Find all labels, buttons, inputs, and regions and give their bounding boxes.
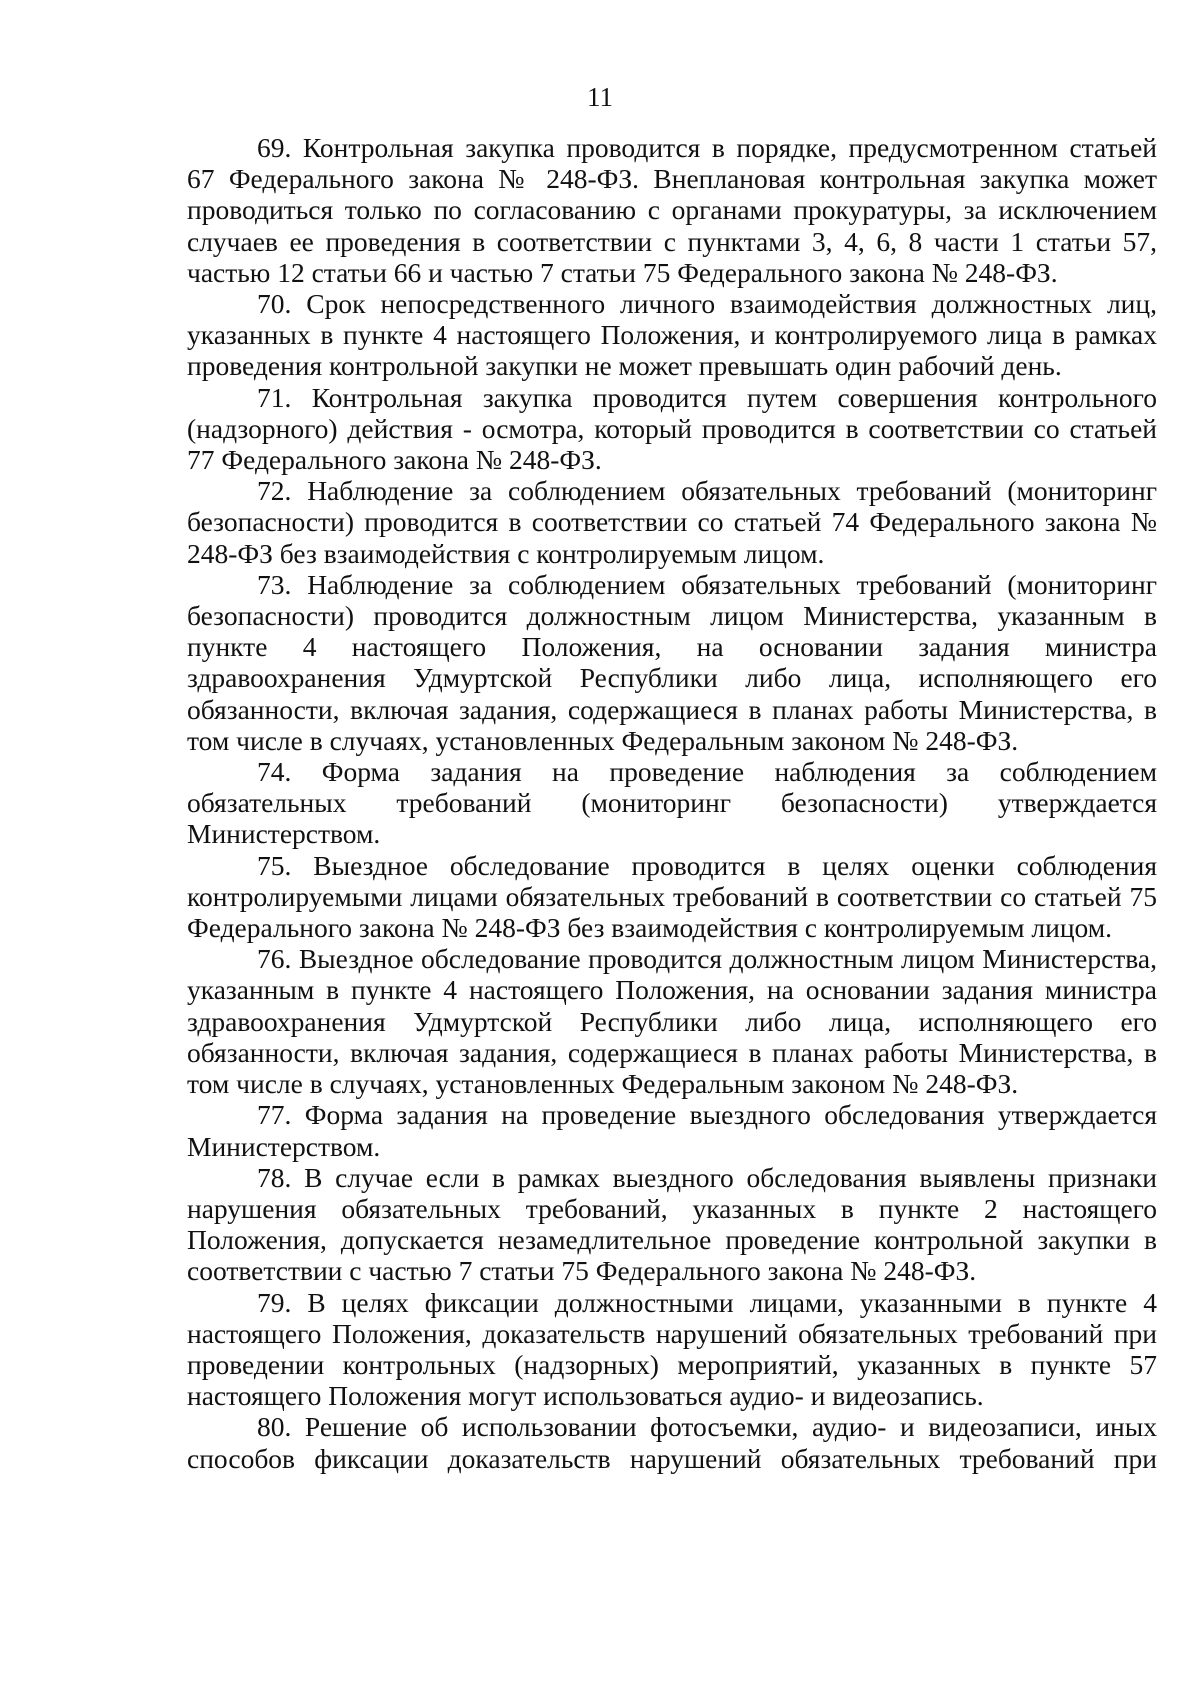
paragraph-78: 78. В случае если в рамках выездного обследования выявлены признаки нарушения обязательных требований, указанных в пункте 2 настоящего Положения, допускается незамедлительное проведение контрольной закупки в соответствии с частью 7 статьи 75 Федерального закона № 248-ФЗ.	[187, 1161, 1157, 1287]
paragraph-71: 71. Контрольная закупка проводится путем совершения контрольного (надзорного) действия - осмотра, который проводится в соответствии со статьей 77 Федерального закона № 248-ФЗ.	[187, 381, 1157, 476]
paragraph-72: 72. Наблюдение за соблюдением обязательных требований (мониторинг безопасности) проводится в соответствии со статьей 74 Федерального закона № 248-ФЗ без взаимодействия с контролируемым лицом.	[187, 475, 1157, 569]
paragraph-69: 69. Контрольная закупка проводится в порядке, предусмотренном статьей 67 Федерального закона № 248-ФЗ. Внеплановая контрольная закупка может проводиться только по согласованию с органами прокуратуры, за исключением случаев ее проведения в соответствии с пунктами 3, 4, 6, 8 части 1 статьи 57, частью 12 статьи 66 и частью 7 статьи 75 Федерального закона № 248-ФЗ.	[187, 132, 1157, 288]
paragraph-70: 70. Срок непосредственного личного взаимодействия должностных лиц, указанных в пункте 4 настоящего Положения, и контролируемого лица в рамках проведения контрольной закупки не может превышать один рабочий день.	[187, 288, 1157, 382]
paragraph-79: 79. В целях фиксации должностными лицами, указанными в пункте 4 настоящего Положения, доказательств нарушений обязательных требований при проведении контрольных (надзорных) мероприятий, указанных в пункте 57 настоящего Положения могут использоваться аудио- и видеозапись.	[187, 1286, 1157, 1412]
paragraph-74: 74. Форма задания на проведение наблюдения за соблюдением обязательных требований (мониторинг безопасности) утверждается Министерством.	[187, 756, 1157, 850]
paragraph-77: 77. Форма задания на проведение выездного обследования утверждается Министерством.	[187, 1099, 1157, 1162]
page-number: 11	[587, 82, 613, 112]
paragraph-75: 75. Выездное обследование проводится в целях оценки соблюдения контролируемыми лицами обязательных требований в соответствии со статьей 75 Федерального закона № 248-ФЗ без взаимодействия с контролируемым лицом.	[187, 849, 1157, 944]
paragraph-73: 73. Наблюдение за соблюдением обязательных требований (мониторинг безопасности) проводится должностным лицом Министерства, указанным в пункте 4 настоящего Положения, на основании задания министра здравоохранения Удмуртской Республики либо лица, исполняющего его обязанности, включая задания, содержащиеся в планах работы Министерства, в том числе в случаях, установленных Федеральным законом № 248-ФЗ.	[187, 568, 1157, 756]
paragraph-76: 76. Выездное обследование проводится должностным лицом Министерства, указанным в пункте 4 настоящего Положения, на основании задания министра здравоохранения Удмуртской Республики либо лица, исполняющего его обязанности, включая задания, содержащиеся в планах работы Министерства, в том числе в случаях, установленных Федеральным законом № 248-ФЗ.	[187, 943, 1157, 1100]
document-body	[187, 132, 1157, 1474]
paragraph-80: 80. Решение об использовании фотосъемки, аудио- и видеозаписи, иных способов фиксации доказательств нарушений обязательных требований при	[187, 1411, 1157, 1474]
